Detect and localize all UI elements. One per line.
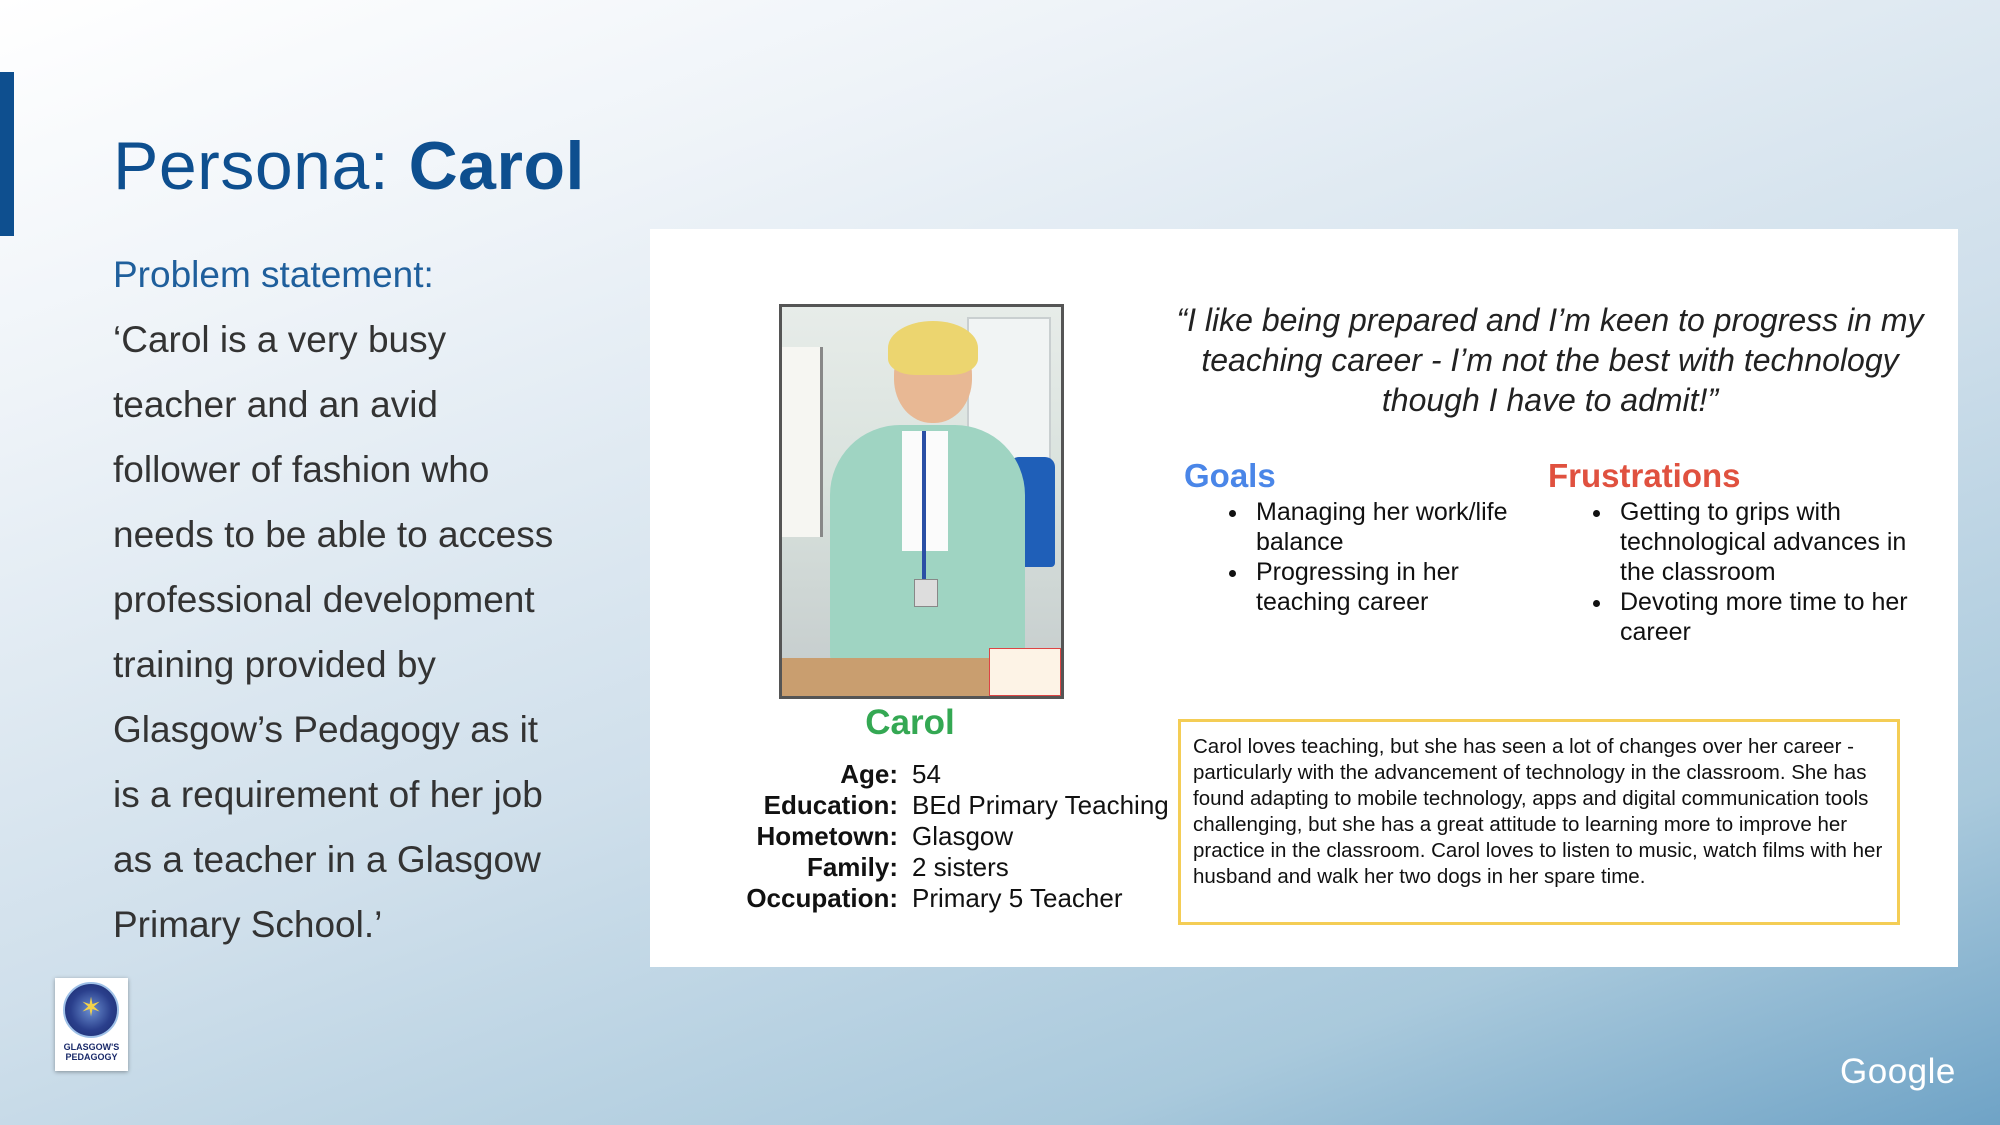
fact-row-education [730,790,1230,821]
frustration-item: • Getting to grips with technological advances in the classroom [1614,497,1908,587]
frustrations-heading: Frustrations [1548,457,1741,494]
logo-emblem-icon [63,982,119,1038]
accent-bar [0,72,14,236]
frustrations-section [1548,455,1908,647]
goals-section [1184,455,1524,617]
fact-value: BEd Primary Teaching [912,790,1169,820]
problem-line: Glasgow’s Pedagogy as it [113,709,539,750]
fact-label: Age: [840,759,898,789]
fact-value: Glasgow [912,821,1014,851]
problem-heading: Problem statement: [113,254,434,295]
problem-line: teacher and an avid [113,384,439,425]
persona-card [650,229,1958,967]
logo-text [55,1042,128,1062]
problem-line: follower of fashion who [113,449,490,490]
persona-name: Carol [865,703,955,742]
problem-line: training provided by [113,644,436,685]
goals-heading: Goals [1184,457,1276,494]
logo-star-icon: ✶ [80,992,102,1022]
slide-title [113,126,585,208]
glasgows-pedagogy-logo [55,978,128,1071]
title-name: Carol [408,128,585,204]
fact-label: Hometown: [756,821,898,851]
fact-value: Primary 5 Teacher [912,883,1123,913]
problem-line: ‘Carol is a very busy [113,319,447,360]
logo-line: PEDAGOGY [65,1052,118,1062]
fact-value: 2 sisters [912,852,1009,882]
fact-label: Occupation: [746,883,898,913]
fact-label: Family: [806,852,898,882]
problem-line: as a teacher in a Glasgow [113,839,541,880]
problem-statement [113,242,633,957]
persona-facts [730,759,1230,914]
frustration-item: • Devoting more time to her career [1614,587,1908,647]
fact-row-family [730,852,1230,883]
goal-item: • Progressing in her teaching career [1250,557,1524,617]
problem-line: Primary School.’ [113,904,383,945]
fact-value: 54 [912,759,941,789]
google-wordmark: Google [1840,1052,1956,1091]
problem-line: is a requirement of her job [113,774,543,815]
title-prefix: Persona: [113,128,409,204]
fact-label: Education: [763,790,898,820]
logo-line: GLASGOW'S [63,1042,120,1052]
problem-line: professional development [113,579,535,620]
fact-row-occupation [730,883,1230,914]
frustrations-list [1548,497,1908,647]
persona-story: Carol loves teaching, but she has seen a lot of changes over her career - particularly with the advancement of technology in the classroom. She has found adapting to mobile technology, apps and digital communication tools challenging, but she has a great attitude to learning more to improve her practice in the classroom. Carol loves to listen to music, watch films with her husband and walk her two dogs in her spare time. [1178,719,1900,925]
goals-list [1184,497,1524,617]
persona-quote: “I like being prepared and I’m keen to progress in my teaching career - I’m not the best with technology though I have to admit!” [1176,302,1924,418]
fact-row-hometown [730,821,1230,852]
persona-photo [779,304,1064,699]
goal-item: • Managing her work/life balance [1250,497,1524,557]
fact-row-age [730,759,1230,790]
problem-line: needs to be able to access [113,514,554,555]
